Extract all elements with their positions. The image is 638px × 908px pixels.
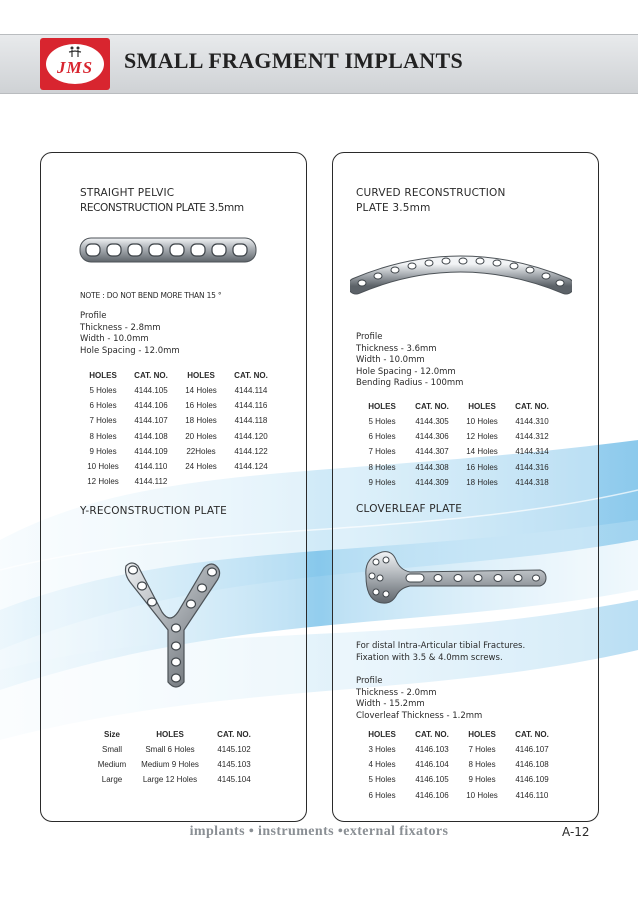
table-header-row: HOLES CAT. NO. HOLES CAT. NO. [89, 371, 268, 380]
table-row: Large Large 12 Holes 4145.104 [101, 775, 251, 785]
logo-text: JMS [56, 58, 94, 77]
y-recon-title: Y-RECONSTRUCTION PLATE [80, 505, 227, 517]
bend-note: NOTE : DO NOT BEND MORE THAN 15 ° [80, 291, 222, 300]
table-row: Medium Medium 9 Holes 4145.103 [97, 760, 251, 770]
table-header-row: HOLES CAT. NO. HOLES CAT. NO. [368, 730, 549, 739]
table-row: 3 Holes 4146.103 7 Holes 4146.107 [368, 745, 549, 755]
table-header-row: Size HOLES CAT. NO. [103, 730, 251, 739]
straight-pelvic-specs: Profile Thickness - 2.8mm Width - 10.0mm Hole Spacing - 12.0mm [80, 311, 180, 356]
table-row: 6 Holes 4144.106 16 Holes 4144.116 [89, 401, 268, 411]
table-row: 5 Holes 4144.105 14 Holes 4144.114 [89, 386, 268, 396]
table-row: 8 Holes 4144.108 20 Holes 4144.120 [89, 431, 268, 441]
straight-pelvic-table [80, 368, 276, 489]
table-row: 10 Holes 4144.110 24 Holes 4144.124 [87, 462, 268, 472]
curved-recon-table [358, 399, 558, 490]
table-row: 8 Holes 4144.308 16 Holes 4144.316 [368, 462, 549, 472]
straight-pelvic-plate-image [78, 234, 258, 266]
footer-tagline: implants • instruments •external fixators [189, 824, 449, 839]
table-row: 12 Holes 4144.112 [87, 477, 168, 487]
cloverleaf-description: For distal Intra-Articular tibial Fractures. Fixation with 3.5 & 4.0mm screws. [356, 641, 526, 663]
table-row: 9 Holes 4144.309 18 Holes 4144.318 [368, 477, 549, 487]
cloverleaf-plate-image [362, 548, 548, 608]
y-reconstruction-plate-image [118, 556, 228, 694]
curved-recon-title: CURVED RECONSTRUCTION PLATE 3.5mm [356, 187, 506, 214]
page-number: A-12 [562, 825, 590, 839]
table-row: Small Small 6 Holes 4145.102 [101, 745, 251, 755]
cloverleaf-title: CLOVERLEAF PLATE [356, 503, 463, 515]
y-recon-table [90, 727, 262, 788]
logo-figure-icon [68, 46, 82, 58]
page-title: SMALL FRAGMENT IMPLANTS [124, 48, 463, 73]
curved-reconstruction-plate-image [350, 248, 572, 300]
table-row: 6 Holes 4146.106 10 Holes 4146.110 [368, 790, 549, 800]
table-row: 6 Holes 4144.306 12 Holes 4144.312 [368, 432, 549, 442]
straight-pelvic-title: STRAIGHT PELVIC RECONSTRUCTION PLATE 3.5mm [80, 187, 244, 214]
table-row: 5 Holes 4146.105 9 Holes 4146.109 [368, 775, 549, 785]
cloverleaf-specs: Profile Thickness - 2.0mm Width - 15.2mm Cloverleaf Thickness - 1.2mm [356, 676, 483, 721]
table-row: 9 Holes 4144.109 22Holes 4144.122 [89, 446, 268, 456]
table-row: 4 Holes 4146.104 8 Holes 4146.108 [368, 760, 549, 770]
table-row: 5 Holes 4144.305 10 Holes 4144.310 [368, 417, 549, 427]
table-row: 7 Holes 4144.107 18 Holes 4144.118 [89, 416, 268, 426]
curved-recon-specs: Profile Thickness - 3.6mm Width - 10.0mm Hole Spacing - 12.0mm Bending Radius - 100mm [356, 332, 464, 388]
company-logo [40, 38, 110, 90]
table-header-row: HOLES CAT. NO. HOLES CAT. NO. [368, 402, 549, 411]
cloverleaf-table [358, 727, 558, 803]
table-row: 7 Holes 4144.307 14 Holes 4144.314 [368, 447, 549, 457]
